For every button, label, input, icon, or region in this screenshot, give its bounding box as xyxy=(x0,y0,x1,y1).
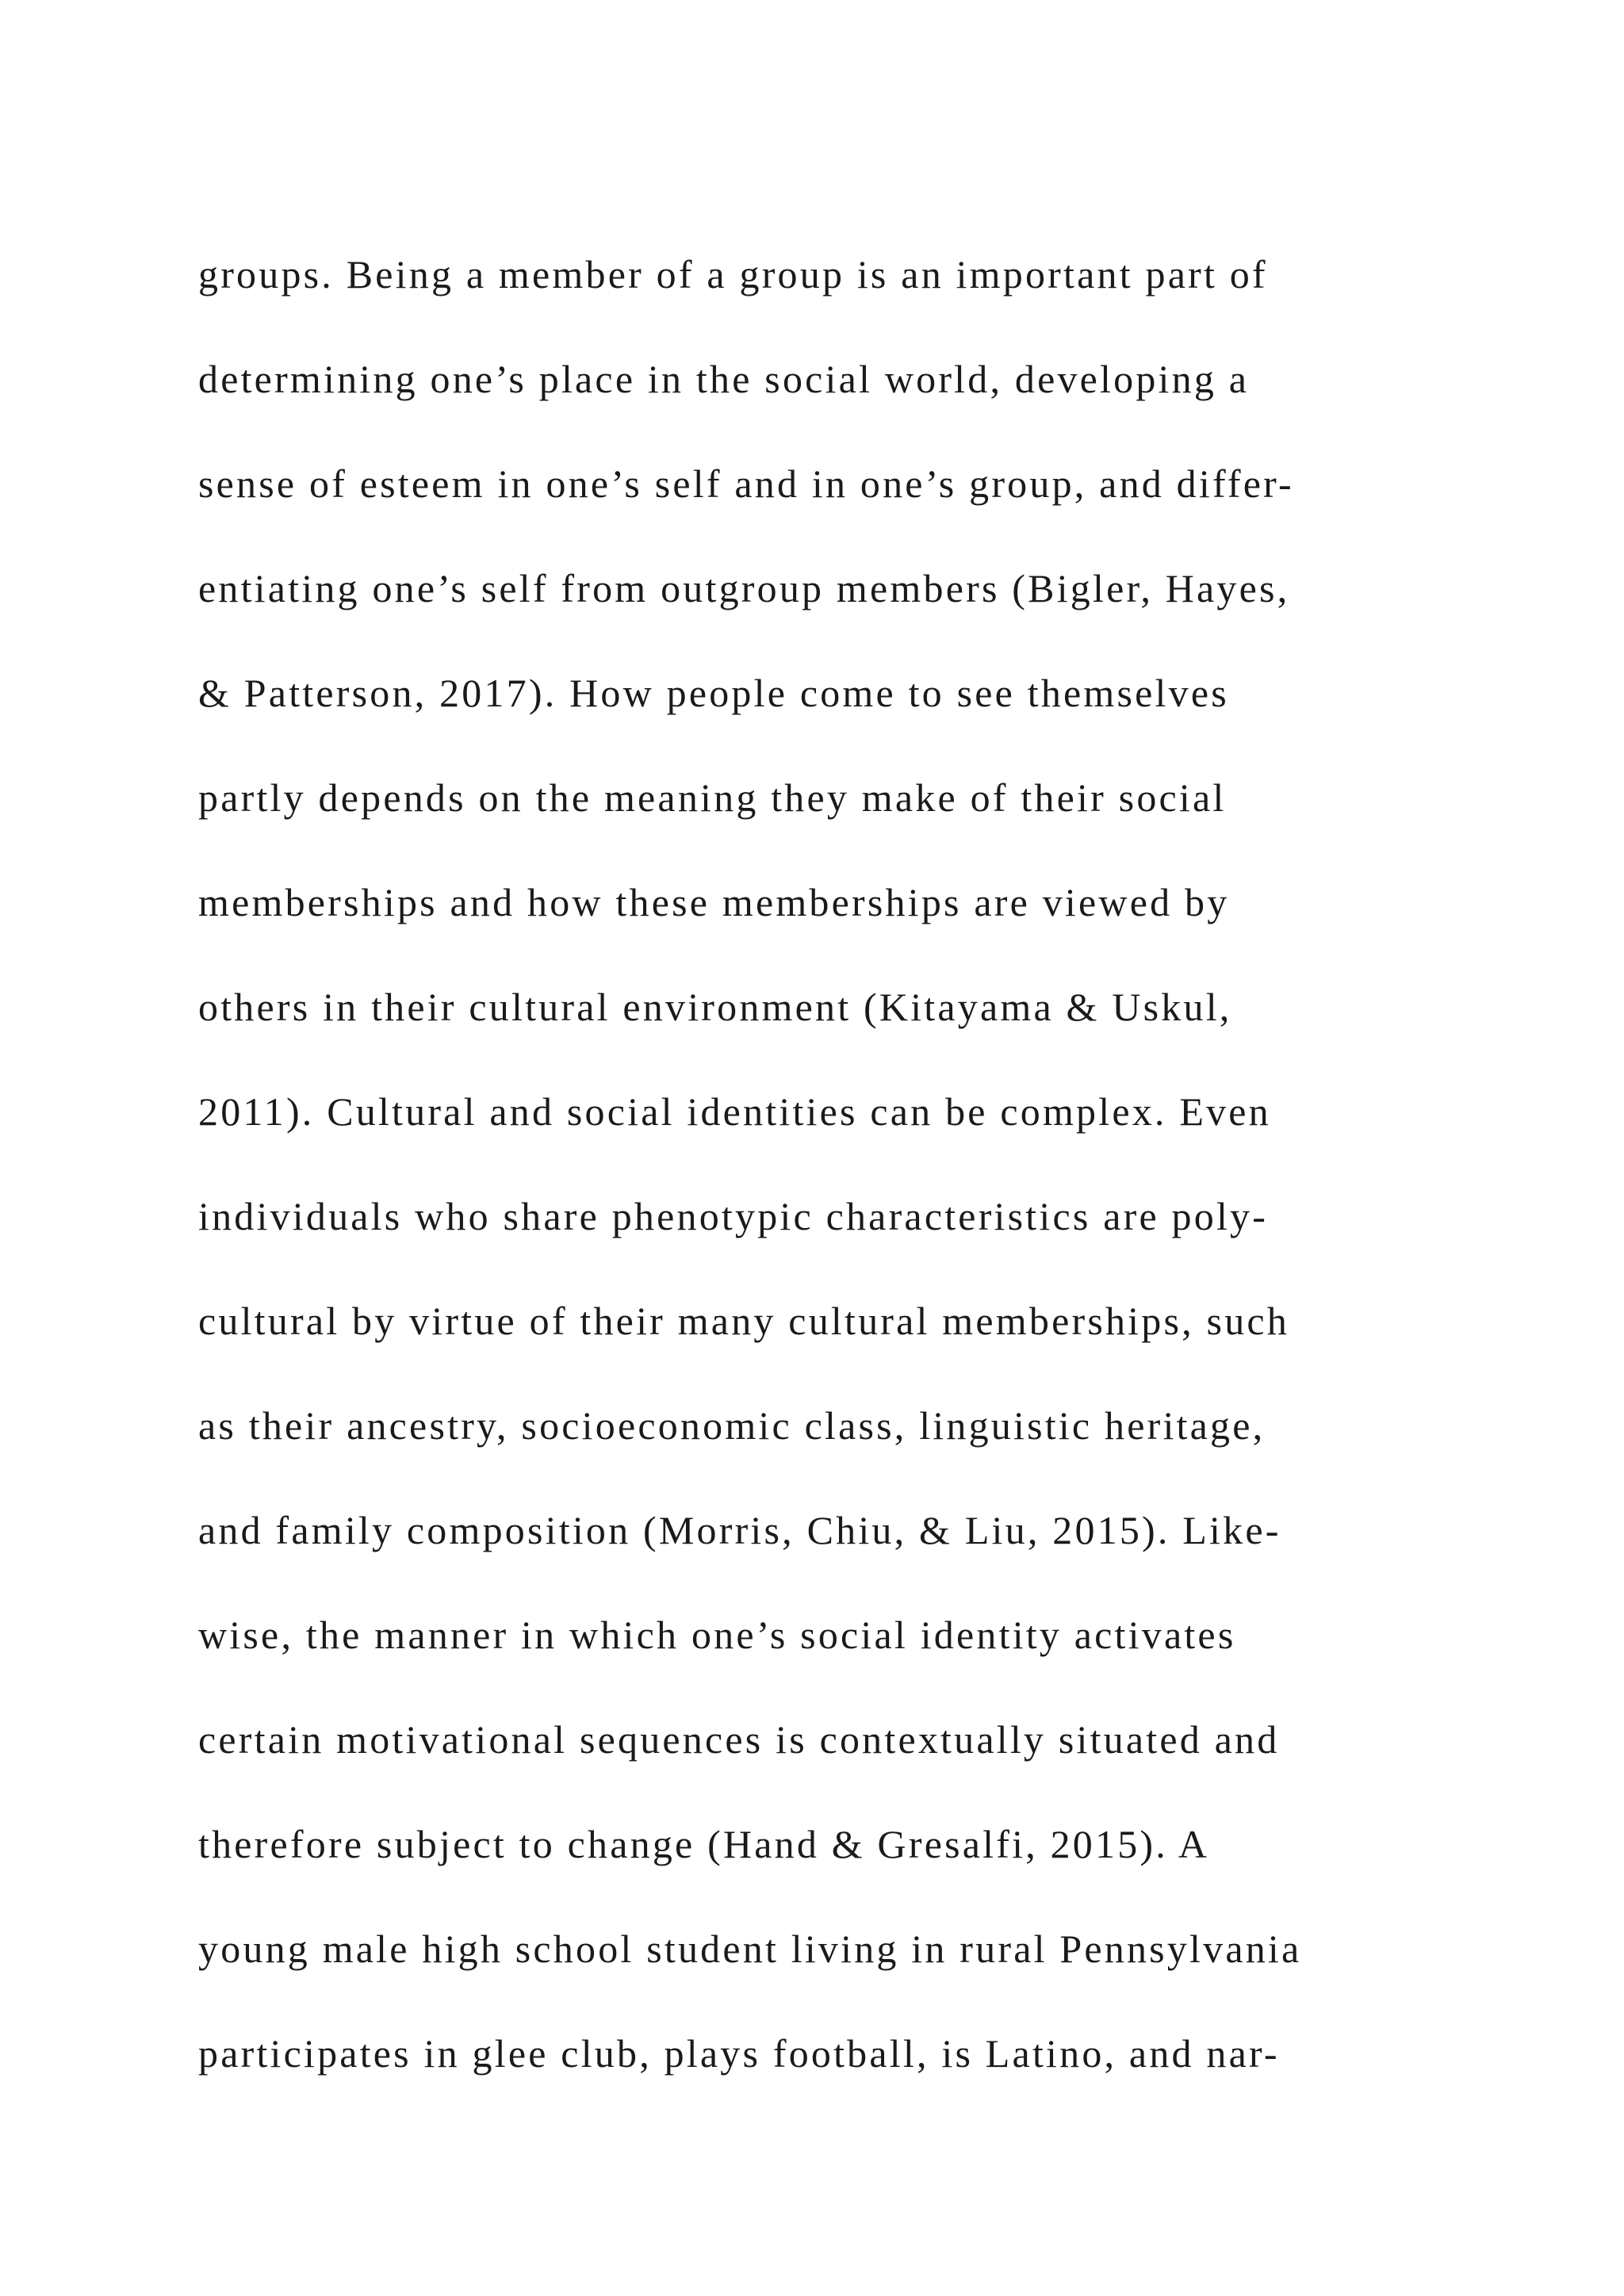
text-line: determining one’s place in the social world, developing a xyxy=(198,357,1250,401)
text-line: 2011). Cultural and social identities can be complex. Even xyxy=(198,1089,1271,1134)
text-line: and family composition (Morris, Chiu, & Liu, 2015). Like- xyxy=(198,1508,1281,1552)
text-line: groups. Being a member of a group is an important part of xyxy=(198,252,1268,297)
text-line: individuals who share phenotypic characteristics are poly- xyxy=(198,1194,1269,1238)
body-text xyxy=(198,246,1435,2130)
text-line: therefore subject to change (Hand & Gresalfi, 2015). A xyxy=(198,1822,1210,1866)
text-line: sense of esteem in one’s self and in one’s group, and differ- xyxy=(198,461,1294,506)
text-line: wise, the manner in which one’s social identity activates xyxy=(198,1613,1236,1657)
text-line: participates in glee club, plays football, is Latino, and nar- xyxy=(198,2031,1280,2076)
text-line: others in their cultural environment (Kitayama & Uskul, xyxy=(198,985,1232,1029)
text-line: young male high school student living in rural Pennsylvania xyxy=(198,1927,1302,1971)
text-line: & Patterson, 2017). How people come to see themselves xyxy=(198,671,1229,715)
text-line: memberships and how these memberships are viewed by xyxy=(198,880,1230,924)
text-line: entiating one’s self from outgroup members (Bigler, Hayes, xyxy=(198,566,1290,610)
text-line: cultural by virtue of their many cultural memberships, such xyxy=(198,1299,1289,1343)
text-line: certain motivational sequences is contextually situated and xyxy=(198,1717,1280,1762)
text-line: partly depends on the meaning they make of their social xyxy=(198,775,1227,820)
text-line: as their ancestry, socioeconomic class, linguistic heritage, xyxy=(198,1403,1266,1448)
